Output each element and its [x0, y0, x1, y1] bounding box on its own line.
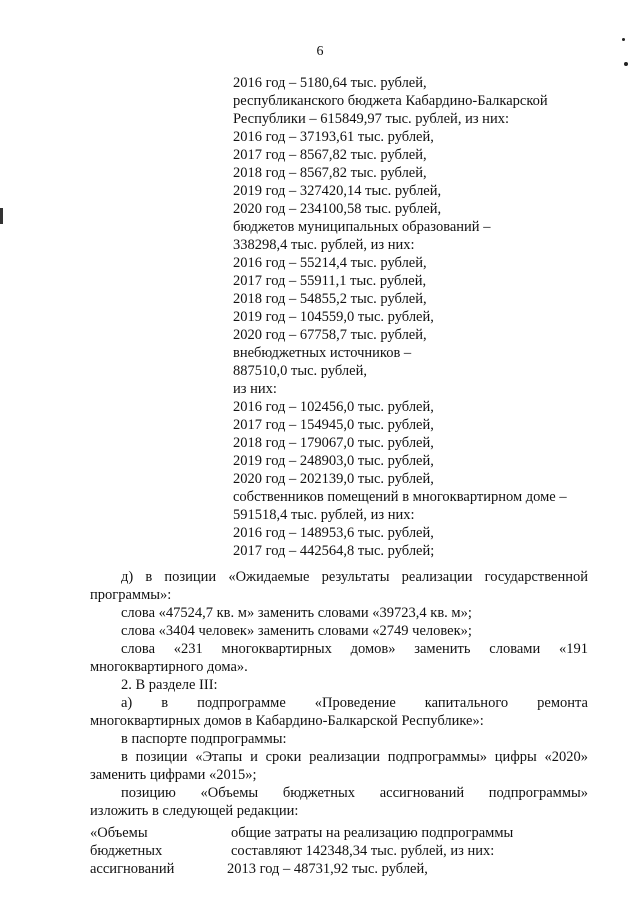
funding-line: собственников помещений в многоквартирном доме – [233, 489, 567, 505]
funding-line: республиканского бюджета Кабардино-Балкарской [233, 93, 548, 109]
paragraph-subprogram-cont: многоквартирных домов в Кабардино-Балкарской Республике»: [90, 713, 484, 729]
funding-line: 2017 год – 442564,8 тыс. рублей; [233, 543, 435, 559]
paragraph-volumes-cont: изложить в следующей редакции: [90, 803, 299, 819]
funding-line: 2016 год – 102456,0 тыс. рублей, [233, 399, 434, 415]
funding-line: 2017 год – 8567,82 тыс. рублей, [233, 147, 427, 163]
funding-line: 887510,0 тыс. рублей, [233, 363, 367, 379]
funding-line: 2020 год – 202139,0 тыс. рублей, [233, 471, 434, 487]
passport-left-label: бюджетных [90, 843, 163, 859]
funding-line: 2017 год – 154945,0 тыс. рублей, [233, 417, 434, 433]
funding-line: 2016 год – 55214,4 тыс. рублей, [233, 255, 427, 271]
funding-line: из них: [233, 381, 277, 397]
passport-left-label: «Объемы [90, 825, 148, 841]
paragraph-people-replace: слова «3404 человек» заменить словами «2749 человек»; [121, 623, 472, 639]
funding-line: 2016 год – 37193,61 тыс. рублей, [233, 129, 434, 145]
paragraph-expected-results: д) в позиции «Ожидаемые результаты реализации государственной [121, 569, 588, 585]
passport-right-value: общие затраты на реализацию подпрограммы [231, 825, 514, 841]
funding-line: 591518,4 тыс. рублей, из них: [233, 507, 415, 523]
passport-right-value: составляют 142348,34 тыс. рублей, из них: [231, 843, 495, 859]
funding-line: 2019 год – 248903,0 тыс. рублей, [233, 453, 434, 469]
funding-line: внебюджетных источников – [233, 345, 412, 361]
paragraph-passport: в паспорте подпрограммы: [121, 731, 287, 747]
paragraph-stages-cont: заменить цифрами «2015»; [90, 767, 257, 783]
passport-left-label: ассигнований [90, 861, 175, 877]
passport-right-value: 2013 год – 48731,92 тыс. рублей, [227, 861, 428, 877]
paragraph-stages: в позиции «Этапы и сроки реализации подпрограммы» цифры «2020» [121, 749, 588, 765]
funding-line: 2020 год – 234100,58 тыс. рублей, [233, 201, 442, 217]
funding-line: 2016 год – 5180,64 тыс. рублей, [233, 75, 427, 91]
funding-line: 2018 год – 179067,0 тыс. рублей, [233, 435, 434, 451]
section-heading: 2. В разделе III: [121, 677, 218, 693]
funding-line: Республики – 615849,97 тыс. рублей, из них: [233, 111, 509, 127]
scan-speck-top [622, 38, 625, 41]
paragraph-expected-results-cont: программы»: [90, 587, 172, 603]
funding-line: 338298,4 тыс. рублей, из них: [233, 237, 415, 253]
paragraph-houses-replace-cont: многоквартирного дома». [90, 659, 248, 675]
funding-line: 2019 год – 327420,14 тыс. рублей, [233, 183, 442, 199]
funding-line: 2017 год – 55911,1 тыс. рублей, [233, 273, 427, 289]
page-number: 6 [316, 44, 324, 59]
funding-line: 2019 год – 104559,0 тыс. рублей, [233, 309, 434, 325]
paragraph-houses-replace: слова «231 многоквартирных домов» заменить словами «191 [121, 641, 588, 657]
funding-line: бюджетов муниципальных образований – [233, 219, 491, 235]
funding-line: 2018 год – 8567,82 тыс. рублей, [233, 165, 427, 181]
paragraph-area-replace: слова «47524,7 кв. м» заменить словами «39723,4 кв. м»; [121, 605, 472, 621]
paragraph-subprogram: а) в подпрограмме «Проведение капитального ремонта [121, 695, 588, 711]
paragraph-volumes: позицию «Объемы бюджетных ассигнований подпрограммы» [121, 785, 588, 801]
scan-speck-right [624, 62, 628, 66]
funding-line: 2016 год – 148953,6 тыс. рублей, [233, 525, 434, 541]
scan-edge-mark [0, 208, 3, 224]
funding-line: 2020 год – 67758,7 тыс. рублей, [233, 327, 427, 343]
funding-line: 2018 год – 54855,2 тыс. рублей, [233, 291, 427, 307]
